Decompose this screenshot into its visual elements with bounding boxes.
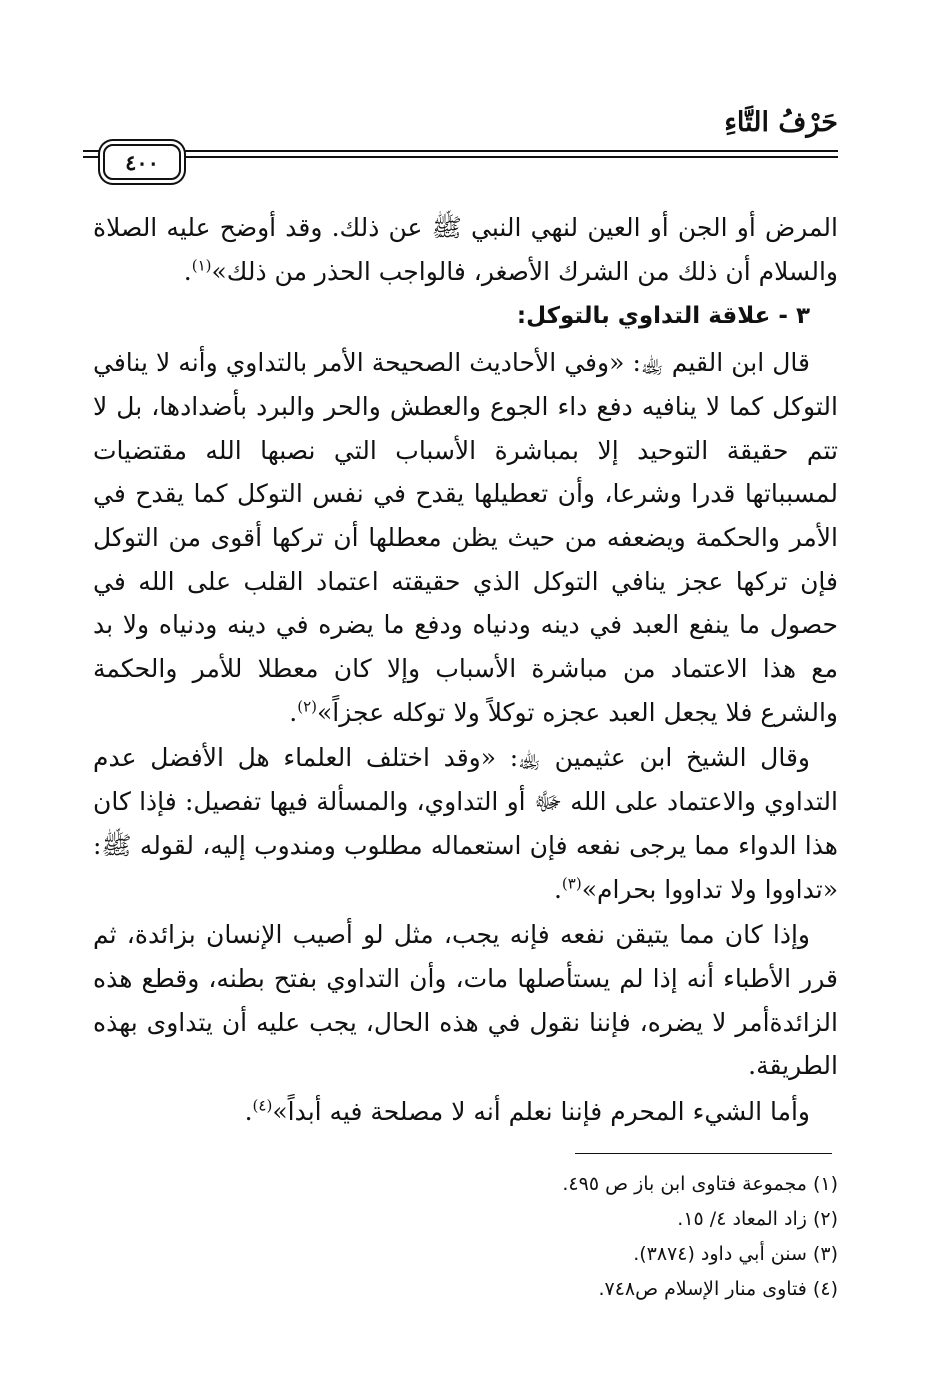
header-rule-line	[183, 150, 838, 152]
paragraph	[93, 736, 838, 911]
paragraph-end: .	[244, 1097, 253, 1127]
footnote-ref: (١)	[191, 256, 212, 275]
footnote-separator	[575, 1153, 832, 1154]
paragraph-text: قال ابن القيم ﵀: «وفي الأحاديث الصحيحة الأمر بالتداوي وأنه لا ينافي التوكل كما لا ينافيه دفع داء الجوع والعطش والحر والبرد بأضدادها، بل لا تتم حقيقة التوحيد إلا بمباشرة الأسباب التي نصبها الله مقتضيات لمسبباتها قدرا وشرعا، وأن تعطيلها يقدح في نفس التوكل كما يقدح في الأمر والحكمة ويضعفه من حيث يظن معطلها أن تركها أقوى من التوكل فإن تركها عجز ينافي التوكل الذي حقيقته اعتماد القلب على الله في حصول ما ينفع العبد في دينه ودنياه ودفع ما يضره في دينه ودنياه ولا بد مع هذا الاعتماد من مباشرة الأسباب وإلا كان معطلا للأمر والحكمة والشرع فلا يجعل العبد عجزه توكلاً ولا توكله عجزاً»	[93, 348, 838, 727]
footnote: (٤) فتاوى منار الإسلام ص٧٤٨.	[598, 1278, 838, 1300]
footnote-ref: (٣)	[561, 874, 582, 893]
footnote: (١) مجموعة فتاوى ابن باز ص ٤٩٥.	[562, 1173, 838, 1195]
paragraph-text: المرض أو الجن أو العين لنهي النبي ﷺ عن ذلك. وقد أوضح عليه الصلاة والسلام أن ذلك من الشرك الأصغر، فالواجب الحذر من ذلك»	[93, 213, 838, 286]
paragraph-text: وقال الشيخ ابن عثيمين ﵀: «وقد اختلف العلماء هل الأفضل عدم التداوي والاعتماد على الله ﷻ أو التداوي، والمسألة فيها تفصيل: فإذا كان هذا الدواء مما يرجى نفعه فإن استعماله مطلوب ومندوب إليه، لقوله ﷺ: «تداووا ولا تداووا بحرام»	[93, 743, 838, 904]
header-rule-line	[83, 150, 101, 152]
paragraph	[93, 1090, 838, 1134]
paragraph-end: .	[289, 697, 298, 727]
page-number-box	[103, 144, 181, 180]
section-heading: ٣ - علاقة التداوي بالتوكل:	[516, 303, 810, 330]
header-rule	[83, 144, 838, 180]
header-rule-line	[183, 156, 838, 158]
paragraph-text: وأما الشيء المحرم فإننا نعلم أنه لا مصلحة فيه أبداً»	[272, 1097, 810, 1127]
main-text	[93, 206, 838, 1136]
paragraph: وإذا كان مما يتيقن نفعه فإنه يجب، مثل لو أصيب الإنسان بزائدة، ثم قرر الأطباء أنه إذا لم يستأصلها مات، وأن التداوي بفتح بطنه، وقطع هذه الزائدةأمر لا يضره، فإننا نقول في هذه الحال، يجب عليه أن يتداوى بهذه الطريقة.	[93, 920, 838, 1081]
footnote-ref: (٤)	[252, 1096, 273, 1115]
footnote: (٢) زاد المعاد ٤/ ١٥.	[677, 1208, 838, 1230]
paragraph-end: .	[183, 256, 192, 286]
running-title: حَرْفُ التَّاءِ	[724, 107, 838, 138]
page-number: ٤٠٠	[125, 149, 159, 175]
paragraph	[93, 206, 838, 293]
header-rule-line	[83, 156, 101, 158]
paragraph	[93, 341, 838, 734]
footnote-ref: (٢)	[297, 697, 318, 716]
footnotes	[93, 1167, 838, 1307]
paragraph-end: .	[553, 874, 562, 904]
footnote: (٣) سنن أبي داود (٣٨٧٤).	[633, 1243, 838, 1265]
